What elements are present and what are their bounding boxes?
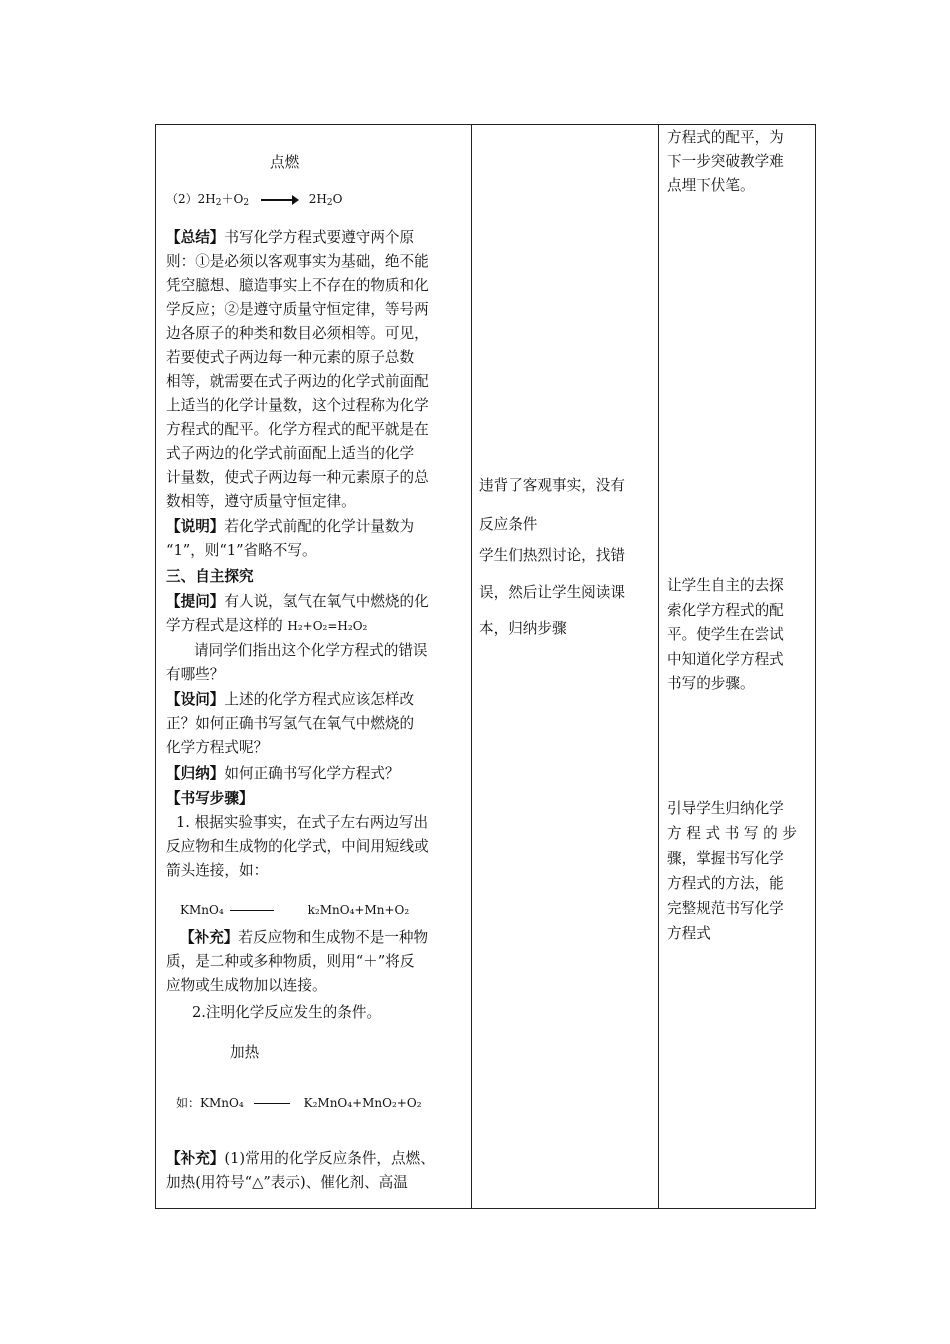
summary-line: 式子两边的化学式前面配上适当的化学 [166,445,415,462]
arrow-icon [261,199,297,201]
intent-line: 索化学方程式的配 [667,602,784,619]
summary-line: 学反应；②是遵守质量守恒定律，等号两 [166,301,429,318]
intent-line: 中知道化学方程式 [667,651,784,668]
add1-line: 质，是二种或多种物质，则用“＋”将反 [166,953,415,970]
section-heading: 三、自主探究 [166,568,254,585]
intent-line: 骤，掌握书写化学 [667,850,784,867]
steps-heading: 【书写步骤】 [166,790,254,807]
connector-line [254,1103,290,1104]
step1-line: 1. 根据实验事实，在式子左右两边写出 [176,814,429,831]
step2-line: 2.注明化学反应发生的条件。 [192,1004,382,1021]
intent-line: 引导学生归纳化学 [667,800,784,817]
activity-line: 误，然后让学生阅读课 [479,584,625,601]
ask2-line: 有哪些？ [166,666,225,683]
intent-line: 点埋下伏笔。 [667,177,755,194]
summary-line: 方程式的配平。化学方程式的配平就是在 [166,421,429,438]
equation-2: $(2)2H_2+O_2$ $2H_2O$ [166,192,343,208]
column-divider [471,125,472,1208]
add1-line: 【补充】若反应物和生成物不是一种物 [180,929,429,946]
condition-heat: 加热 [230,1044,260,1061]
summary-line: 边各原子的种类和数目必须相等。可见， [166,325,429,342]
activity-line: 学生们热烈讨论，找错 [479,547,625,564]
set-line: 正？如何正确书写氢气在氧气中燃烧的 [166,715,415,732]
summary-line: 【总结】书写化学方程式要遵守两个原 [166,229,415,246]
set-line: 化学方程式呢？ [166,739,269,756]
teaching-content-column [162,125,467,1208]
step1-line: 箭头连接，如： [166,862,269,879]
ask2-line: 请同学们指出这个化学方程式的错误 [194,642,428,659]
condition-burn: 点燃 [270,154,300,171]
intent-line: 完整规范书写化学 [667,900,784,917]
ask-line: 学方程式是这样的 H₂+O₂=H₂O₂ [166,617,368,634]
summary-line: 若要使式子两边每一种元素的原子总数 [166,349,415,366]
student-activity-column [479,125,659,1208]
add2-line: 【补充】(1)常用的化学反应条件，点燃、 [166,1150,435,1167]
intent-line: 书写的步骤。 [667,675,755,692]
equation-4: 如：KMnO₄ K₂MnO₄+MnO₂+O₂ [176,1096,422,1110]
step1-line: 反应物和生成物的化学式，中间用短线或 [166,838,429,855]
activity-line: 违背了客观事实，没有 [479,477,625,494]
connector-line [230,910,274,911]
summary-line: 凭空臆想、臆造事实上不存在的物质和化 [166,277,429,294]
intent-line: 方程式的配平，为 [667,129,784,146]
summary-line: 则：①是必须以客观事实为基础，绝不能 [166,253,429,270]
intent-line: 方程式的方法，能 [667,875,784,892]
set-line: 【设问】上述的化学方程式应该怎样改 [166,691,415,708]
activity-line: 反应条件 [479,516,538,533]
note-line: “1”，则“1”省略不写。 [166,542,317,559]
lesson-table [155,124,816,1209]
activity-line: 本，归纳步骤 [479,620,567,637]
intent-line: 方 程 式 书 写 的 步 [667,825,797,842]
intent-line: 下一步突破教学难 [667,153,784,170]
summary-line: 计量数，使式子两边每一种元素原子的总 [166,469,429,486]
equation-3: KMnO₄ k₂MnO₄+Mn+O₂ [180,903,410,917]
add2-line: 加热(用符号“△”表示)、催化剂、高温 [166,1174,408,1191]
note-line: 【说明】若化学式前配的化学计量数为 [166,518,415,535]
summary-line: 相等，就需要在式子两边的化学式前面配 [166,373,429,390]
summary-line: 数相等，遵守质量守恒定律。 [166,493,356,510]
intent-line: 平。使学生在尝试 [667,626,784,643]
summary2-line: 【归纳】如何正确书写化学方程式？ [166,765,400,782]
intent-line: 方程式 [667,925,711,942]
design-intent-column [667,125,812,1208]
summary-line: 上适当的化学计量数，这个过程称为化学 [166,397,429,414]
intent-line: 让学生自主的去探 [667,577,784,594]
add1-line: 应物或生成物加以连接。 [166,977,327,994]
ask-line: 【提问】有人说，氢气在氧气中燃烧的化 [166,593,429,610]
